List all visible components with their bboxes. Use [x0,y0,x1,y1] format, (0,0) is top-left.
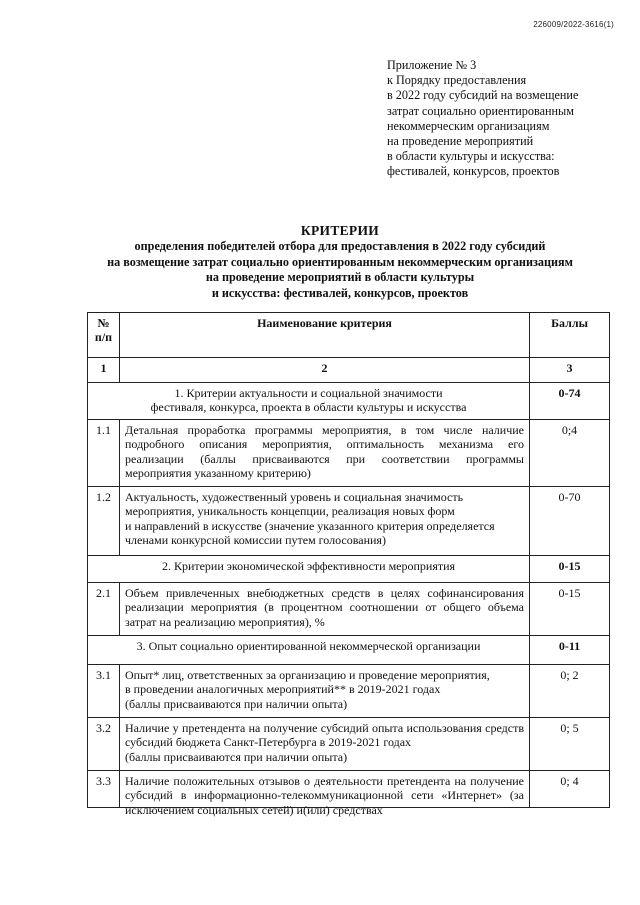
row-criterion-line: (баллы присваиваются при наличии опыта) [125,696,348,711]
section-title: 3. Опыт социально ориентированной некоммерческой организации [88,636,530,665]
section-row-2 [88,556,610,583]
header-score: Баллы [530,313,610,358]
appendix-line: некоммерческим организациям [387,118,550,133]
row-num: 3.1 [88,665,120,718]
column-number: 1 [88,358,120,383]
row-num: 2.1 [88,583,120,636]
row-criterion: Объем привлеченных внебюджетных средств в целях софинансирования реализации мероприятия (в процентном соотношении от общего объема затрат на реализацию мероприятия), % [120,583,530,636]
row-criterion-cut [125,774,524,817]
appendix-line: фестивалей, конкурсов, проектов [387,164,560,179]
appendix-line: на проведение мероприятий [387,134,534,149]
row-criterion-line: мероприятия, уникальность концепции, реализация новых форм [125,504,455,519]
table-row [88,583,610,636]
row-criterion-line: Опыт* лиц, ответственных за организацию и проведение мероприятия, [125,668,490,682]
row-num: 1.1 [88,420,120,487]
row-score: 0; 5 [530,718,610,771]
appendix-note [387,58,627,180]
section-score: 0-15 [530,556,610,583]
table-row [88,718,610,771]
row-score: 0; 4 [530,771,610,808]
row-score: 0-15 [530,583,610,636]
table-row [88,487,610,556]
row-criterion-line: Наличие у претендента на получение субсидий опыта использования средств субсидий бюджета Санкт-Петербурга в 2019-2021 годах [125,721,524,750]
title-line: определения победителей отбора для предоставления в 2022 году субсидий [134,239,546,253]
row-num: 3.2 [88,718,120,771]
header-num: № п/п [88,313,120,358]
title-main: КРИТЕРИИ [300,223,380,238]
section-title-line: 1. Критерии актуальности и социальной значимости [174,386,443,400]
appendix-line: к Порядку предоставления [387,73,527,88]
row-criterion [120,771,530,817]
header-name: Наименование критерия [120,313,530,358]
appendix-line: в 2022 году субсидий на возмещение [387,88,579,103]
row-num: 3.3 [88,771,120,808]
criteria-table [87,312,610,817]
row-num: 1.2 [88,487,120,556]
column-number: 2 [120,358,530,383]
row-criterion-line: и направлений в искусстве (значение указанного критерия определяется [125,518,495,533]
table-row [88,771,610,808]
table-row [88,665,610,718]
table-header-row [88,313,610,358]
appendix-line: Приложение № 3 [387,58,477,72]
document-title [60,222,620,301]
section-row-3 [88,636,610,665]
row-criterion-line: членами конкурсной комиссии путем голосования) [125,533,386,548]
row-criterion-line: в проведении аналогичных мероприятий** в 2019-2021 годах [125,682,441,697]
appendix-line: затрат социально ориентированным [387,103,574,118]
section-title [88,383,530,420]
row-criterion [120,665,530,718]
appendix-line: в области культуры и искусства: [387,149,555,164]
title-line: и искусства: фестивалей, конкурсов, проектов [211,285,469,300]
row-criterion-line: Актуальность, художественный уровень и социальная значимость [125,490,464,504]
title-line: на проведение мероприятий в области культуры [205,270,475,285]
row-criterion [120,718,530,771]
section-title: 2. Критерии экономической эффективности мероприятия [88,556,530,583]
row-score: 0; 2 [530,665,610,718]
row-criterion: Детальная проработка программы мероприятия, в том числе наличие подробного описания мероприятия, оптимальность механизма его реализации (баллы присваиваются при соответствии программы мероприятия указанному критерию) [120,420,530,487]
row-criterion [120,487,530,556]
table-row [88,420,610,487]
section-score: 0-11 [530,636,610,665]
section-score: 0-74 [530,383,610,420]
row-criterion-text: Наличие положительных отзывов о деятельности претендента на получение субсидий в информационно-телекоммуникационной сети «Интернет» (за исключением социальных сетей) и(или) средствах [125,774,524,817]
column-number: 3 [530,358,610,383]
section-row-1 [88,383,610,420]
section-title-line: фестиваля, конкурса, проекта в области культуры и искусства [150,400,467,415]
title-line: на возмещение затрат социально ориентированным некоммерческим организациям [107,254,573,269]
row-score: 0;4 [530,420,610,487]
row-score: 0-70 [530,487,610,556]
column-numbers-row [88,358,610,383]
row-criterion-line: (баллы присваиваются при наличии опыта) [125,749,348,764]
document-number: 226009/2022-3616(1) [533,20,614,29]
